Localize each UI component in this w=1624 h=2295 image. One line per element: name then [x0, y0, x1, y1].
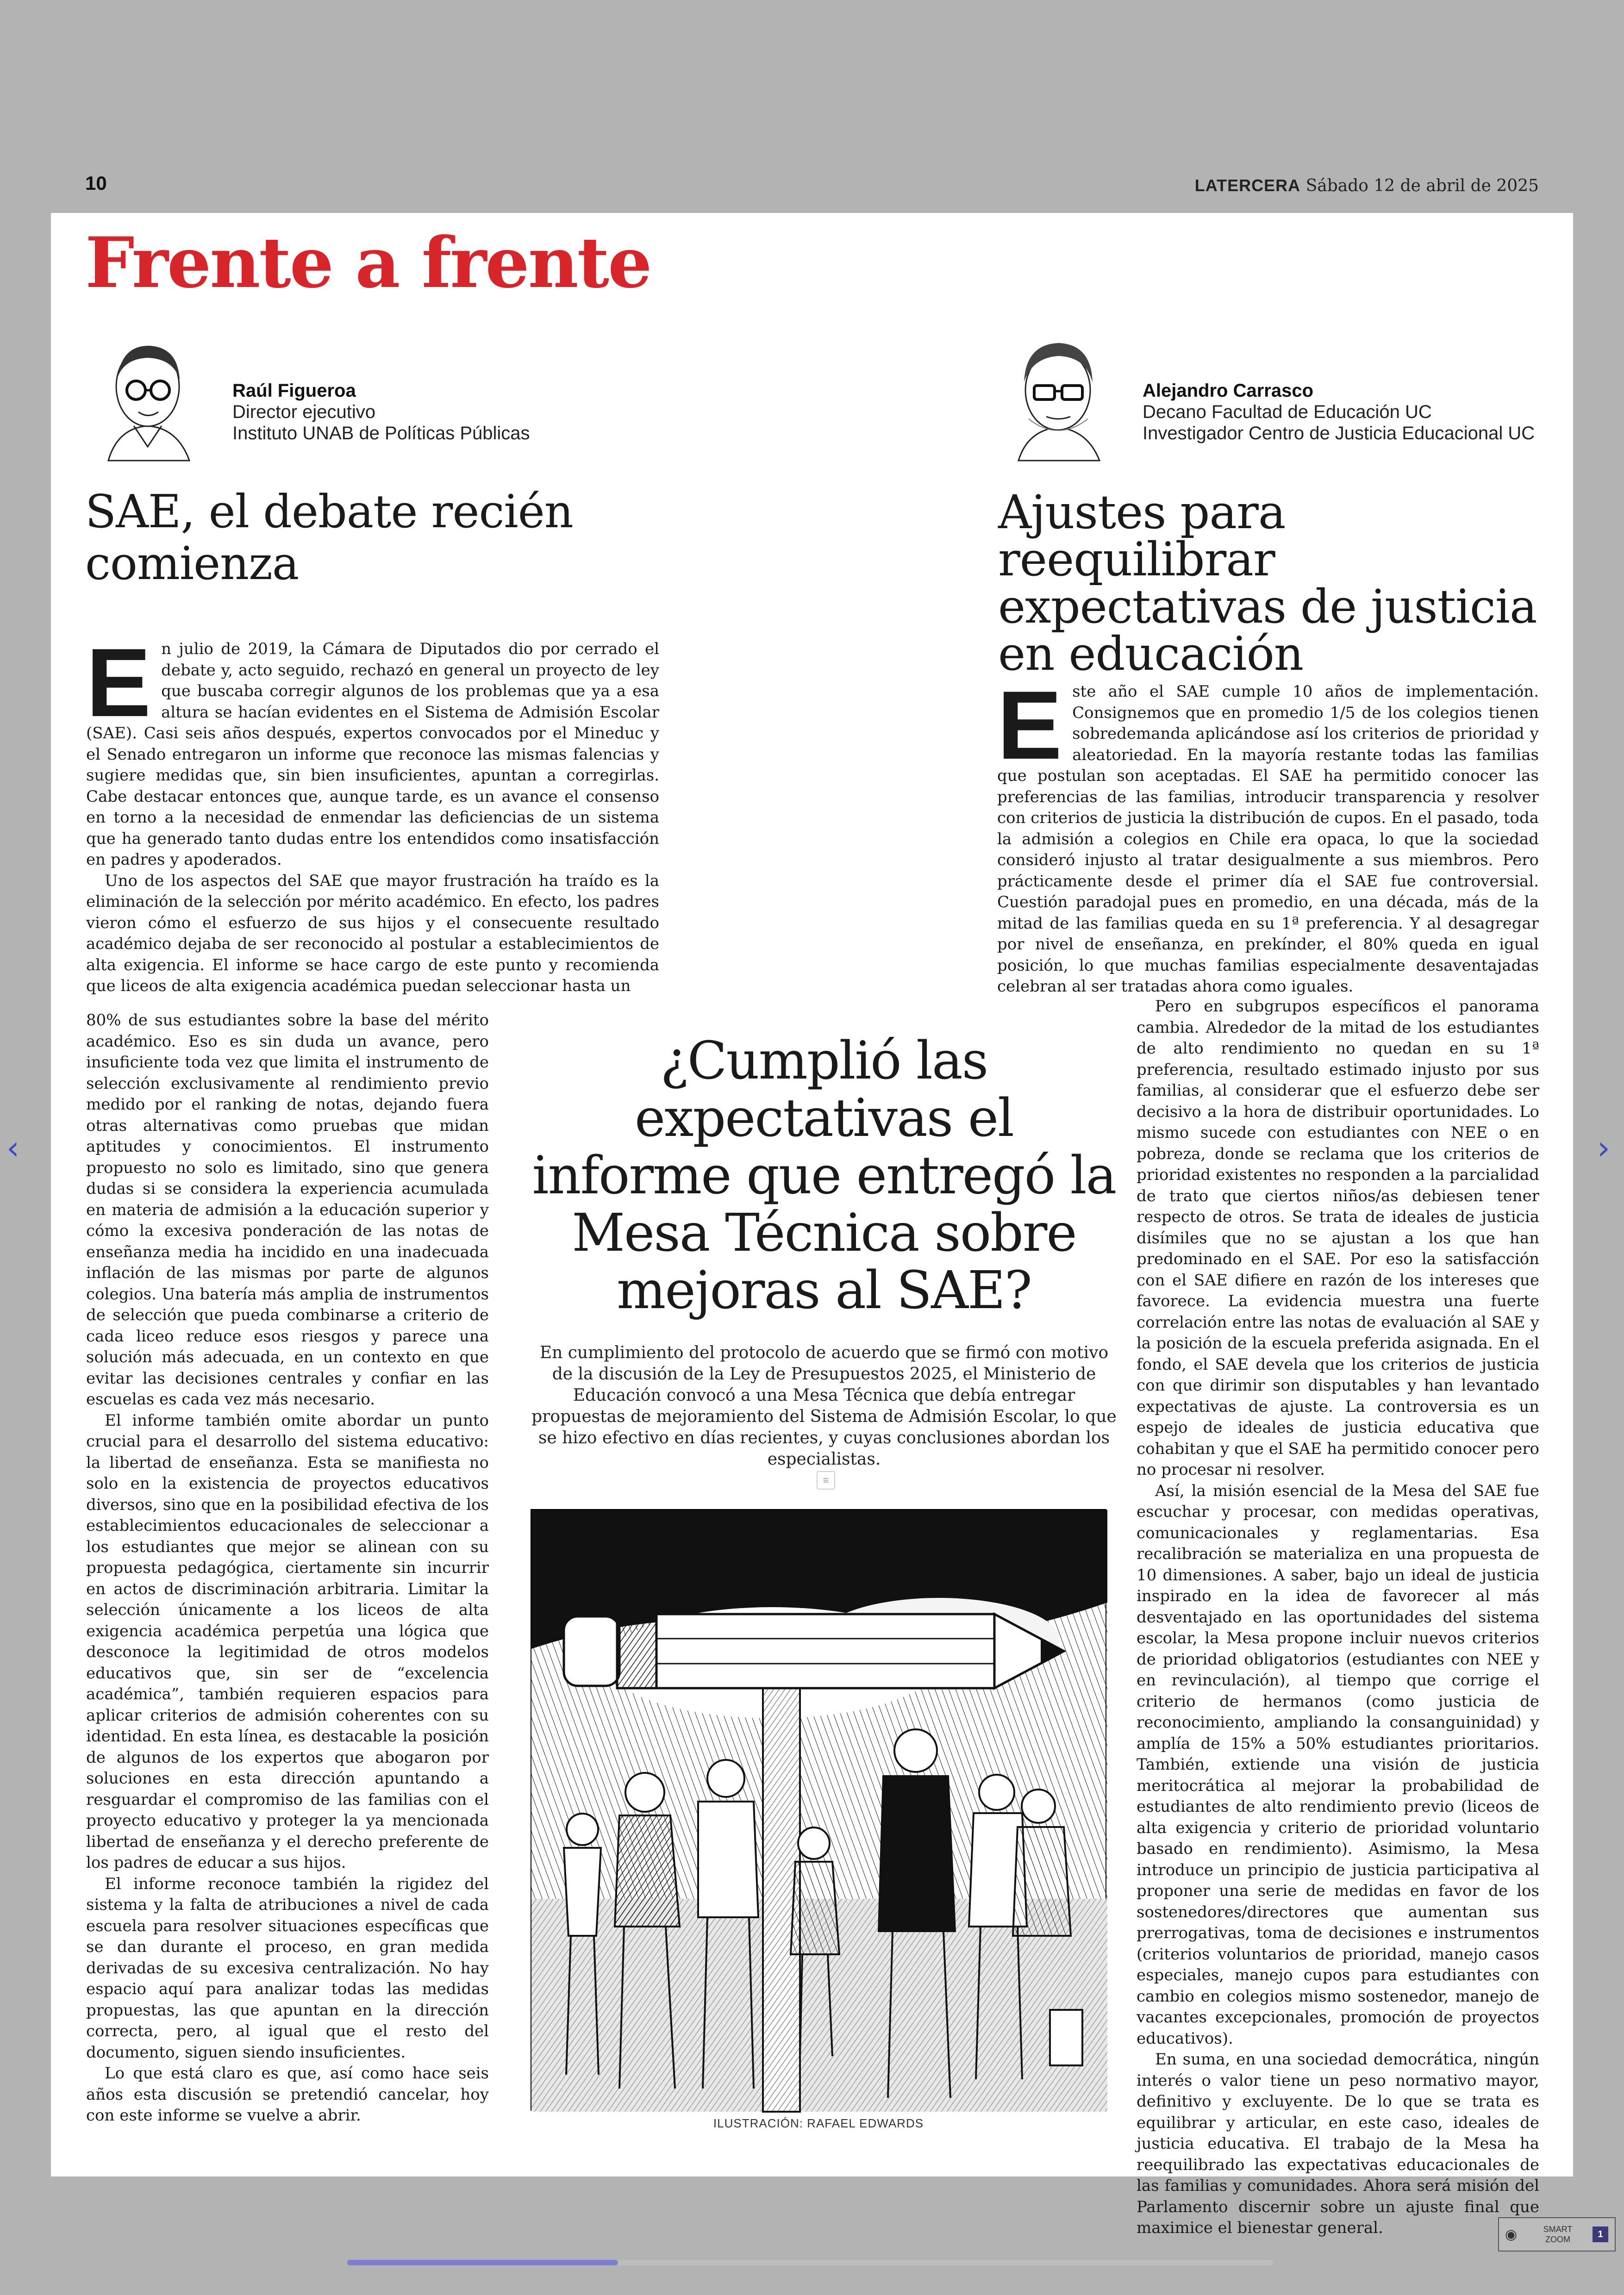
left-author-portrait — [85, 329, 210, 468]
issue-date: Sábado 12 de abril de 2025 — [1305, 176, 1539, 195]
right-dropcap: E — [997, 671, 1062, 780]
left-paragraph-2: Uno de los aspectos del SAE que mayor frustración ha traído es la eliminación de la selección por mérito académico. En efecto, los padres vieron cómo el esfuerzo de sus hijos y el consecuente resultado académico dejaba de ser reconocido al postular a establecimientos de alta exigencia. El informe se hace cargo de este punto y recomienda que liceos de alta exigencia académica puedan seleccionar hasta un — [86, 871, 659, 995]
left-paragraph-1: n julio de 2019, la Cámara de Diputados dio por cerrado el debate y, acto seguido, rechazó en general un proyecto de ley que buscaba corregir algunos de los problemas que ya a esa altura se hacían evidentes en el Sistema de Admisión Escolar (SAE). Casi seis años después, expertos convocados por el Mineduc y el Senado entregaron un informe que reconoce las mismas falencias y sugiere medidas que, sin bien insuficientes, apuntan a corregirlas. Cabe destacar entonces que, aunque tarde, es un avance el consenso en torno a la necesidad de enmendar las deficiencias de un sistema que ha generado tanto dudas entre los entendidos como insatisfacción en padres y apoderados. — [86, 640, 659, 869]
left-article-top — [86, 628, 659, 1013]
smart-zoom-label-line2: ZOOM — [1545, 2235, 1570, 2244]
left-dropcap: E — [86, 628, 151, 737]
prev-page-button[interactable] — [6, 1129, 19, 1166]
left-paragraph-5: Lo que está claro es que, así como hace seis años esta discusión se pretendió cancelar, hoy con este informe se vuelve a abrir. — [86, 2064, 489, 2125]
portrait-drawing-icon — [1000, 331, 1116, 465]
masthead — [1195, 176, 1539, 195]
page-progress-fill — [347, 2260, 618, 2265]
right-author-name: Alejandro Carrasco — [1143, 380, 1314, 401]
left-author-name: Raúl Figueroa — [232, 380, 356, 401]
smart-zoom-label-line1: SMART — [1543, 2225, 1573, 2234]
section-title: Frente a frente — [85, 222, 651, 304]
left-author-role: Director ejecutivo — [232, 402, 376, 422]
illustration-credit: ILUSTRACIÓN: RAFAEL EDWARDS — [713, 2116, 924, 2130]
right-paragraph-2: Pero en subgrupos específicos el panorama cambia. Alrededor de la mitad de los estudiantes de alto rendimiento no quedan en su 1ª preferencia, resultado estimado injusto por sus familias, al considerar que el esfuerzo debe ser decisivo a la hora de distribuir oportunidades. Lo mismo sucede con estudiantes con NEE o en pobreza, donde se reclama que los criterios de prioridad existentes no responden a la parcialidad de trato que ciertos niños/as debiesen tener respecto de otros. Se trata de ideales de justicia disímiles que no se ajustan a los que han predominado en el SAE. Por eso la satisfacción con el SAE difiere en razón de los intereses que favorece. La evidencia muestra una fuerte correlación entre las notas de evaluación al SAE y la posición de la escuela preferida asignada. En el fondo, el SAE devela que los criterios de justicia con que dirimir son disputables y han levantado expectativas de ajuste. La controversia es un espejo de ideales de justicia educativa que cohabitan y que el SAE ha permitido conocer pero no procesar ni resolver. — [1137, 997, 1539, 1479]
next-page-button[interactable] — [1597, 1129, 1610, 1166]
right-paragraph-4: En suma, en una sociedad democrática, ningún interés o valor tiene un peso normativo mayor, definitivo y excluyente. De lo que se trata es equilibrar y articular, en este caso, ideales de justicia educativa. El trabajo de la Mesa ha reequilibrado las expectativas educacionales de las familias y comunidades. Ahora será misión del Parlamento discernir sobre un ajuste final que maximice el bienestar general. — [1137, 2050, 1539, 2237]
left-author-block — [85, 329, 530, 468]
eye-icon: ◉ — [1505, 2226, 1518, 2242]
left-article-column — [86, 1010, 489, 2130]
left-paragraph-3: El informe también omite abordar un punto crucial para el desarrollo del sistema educativo: la libertad de enseñanza. Esta se manifiesta no solo en la existencia de proyectos educativos diversos, sino que en la posibilidad efectiva de los establecimientos educacionales de seleccionar a los estudiantes que mejor se alinean con su propuesta pedagógica, ciertamente sin incurrir en actos de discriminación arbitraria. Limitar la selección únicamente a los liceos de alta exigencia académica perpetúa una lógica que desconoce la legitimidad de otros modelos educativos que, sin ser de “excelencia académica”, también requieren espacios para aplicar criterios de admisión coherentes con su identidad. En esta línea, es destacable la posición de algunos de los expertos que abogaron por soluciones en esta dirección apuntando a resguardar el compromiso de las familias con el proyecto educativo y proteger la ya mencionada libertad de enseñanza y el derecho preferente de los padres de educar a sus hijos. — [86, 1411, 489, 1872]
right-author-portrait — [995, 329, 1120, 468]
newspaper-brand: LATERCERA — [1194, 176, 1301, 195]
right-paragraph-1: ste año el SAE cumple 10 años de implementación. Consignemos que en promedio 1/5 de los colegios tienen sobredemanda aplicándose así los criterios de prioridad y aleatoriedad. En la mayoría restante todas las familias que postulan son aceptadas. El SAE ha permitido conocer las preferencias de las familias, introducir transparencia y resolver con criterios de justicia la distribución de cupos. En el pasado, toda la admisión a colegios en Chile era opaca, lo que la sociedad consideró injusto al tratar desigualmente a sus miembros. Pero prácticamente desde el primer día el SAE fue controversial. Cuestión paradojal pues en promedio, en una década, más de la mitad de las familias queda en su 1ª preferencia. Y al desagregar por nivel de enseñanza, en prekínder, el 80% queda en igual posición, lo que muchas familias especialmente desaventajadas celebran al ser tratadas ahora como iguales. — [997, 682, 1539, 996]
left-paragraph-4: El informe reconoce también la rigidez del sistema y la falta de atribuciones a nivel de cada escuela para resolver situaciones específicas que se dan durante el proceso, en gran medida derivadas de su excesiva centralización. No hay espacio aquí para analizar todas las medidas propuestas, las que apuntan en la dirección correcta, pero, al igual que el resto del documento, siguen siendo insuficientes. — [86, 1874, 489, 2062]
central-question: ¿Cumplió las expectativas el informe que entregó la Mesa Técnica sobre mejoras al SAE? — [532, 1031, 1116, 1321]
smart-zoom-badge: 1 — [1593, 2226, 1608, 2242]
right-article-column — [1137, 996, 1539, 2237]
left-paragraph-2b: 80% de sus estudiantes sobre la base del mérito académico. Eso es sin duda un avance, pero insuficiente toda vez que limita el instrumento de selección exclusivamente al rendimiento previo medido por el ranking de notas, dejando fuera otras alternativas como pruebas que midan aptitudes y conocimientos. El instrumento propuesto no solo es limitado, sino que genera dudas si se considera la experiencia acumulada en materia de admisión a la educación superior y cómo la excesiva ponderación de las notas de enseñanza media ha incidido en una inadecuada inflación de las mismas por parte de algunos colegios. Una batería más amplia de instrumentos de selección que pueda combinarse a criterio de cada liceo reduce esos riesgos y parece una solución más adecuada, en un contexto en que evitar las decisiones centrales y confiar en las escuelas es cada vez más necesario. — [86, 1011, 489, 1409]
smart-zoom-button[interactable] — [1498, 2217, 1616, 2251]
zoom-hotspot-icon[interactable]: ≡ — [817, 1471, 835, 1490]
smart-zoom-label — [1523, 2224, 1593, 2245]
page-number: 10 — [85, 172, 107, 194]
right-author-org: Investigador Centro de Justicia Educacional UC — [1143, 423, 1535, 443]
signpost-pencil-illustration — [531, 1510, 1107, 2112]
left-headline: SAE, el debate recién comienza — [85, 486, 573, 590]
central-intro: En cumplimiento del protocolo de acuerdo que se firmó con motivo de la discusión de la Ley de Presupuestos 2025, el Ministerio de Educación convocó a una Mesa Técnica que debía entregar propuestas de mejoramiento del Sistema de Admisión Escolar, lo que se hizo efectivo en días recientes, y cuyas conclusiones abordan los especialistas. — [531, 1343, 1117, 1469]
portrait-drawing-icon — [90, 331, 206, 465]
right-headline: Ajustes para reequilibrar expectativas de justicia en educación — [998, 485, 1537, 681]
chevron-right-icon: › — [1597, 1129, 1610, 1167]
right-article-top — [997, 671, 1539, 999]
illustration — [531, 1509, 1106, 2111]
right-author-role: Decano Facultad de Educación UC — [1143, 402, 1432, 422]
left-author-org: Instituto UNAB de Políticas Públicas — [232, 423, 530, 443]
right-paragraph-3: Así, la misión esencial de la Mesa del SAE fue escuchar y procesar, con medidas operativas, comunicacionales y reglamentarias. Esa recalibración se materializa en una propuesta de 10 dimensiones. A saber, bajo un ideal de justicia inspirado en la idea de favorecer al más desventajado en las oportunidades del sistema escolar, la Mesa propone incluir nuevos criterios de prioridad obligatorios (estudiantes con NEE y en revinculación), al tiempo que corrige el criterio de hermanos (como justicia de reconocimiento, ampliando la consanguinidad) y amplía de 15% a 50% estudiantes prioritarios. También, extiende una visión de justicia meritocrática al mejorar la probabilidad de estudiantes de alto rendimiento previo (liceos de alta exigencia y criterio de prioridad voluntario basado en rendimiento). Asimismo, la Mesa introduce un principio de justicia participativa al proponer una serie de medidas en favor de los sostenedores/directores que aumentan sus prerrogativas, toma de decisiones e instrumentos (criterios voluntarios de prioridad, manejo casos especiales, manejo cupos para estudiantes con cambio en colegios mismo sostenedor, manejo de vacantes excepcionales, promoción de proyectos educativos). — [1137, 1481, 1539, 2048]
right-author-block — [995, 329, 1535, 468]
chevron-left-icon: ‹ — [6, 1129, 19, 1167]
